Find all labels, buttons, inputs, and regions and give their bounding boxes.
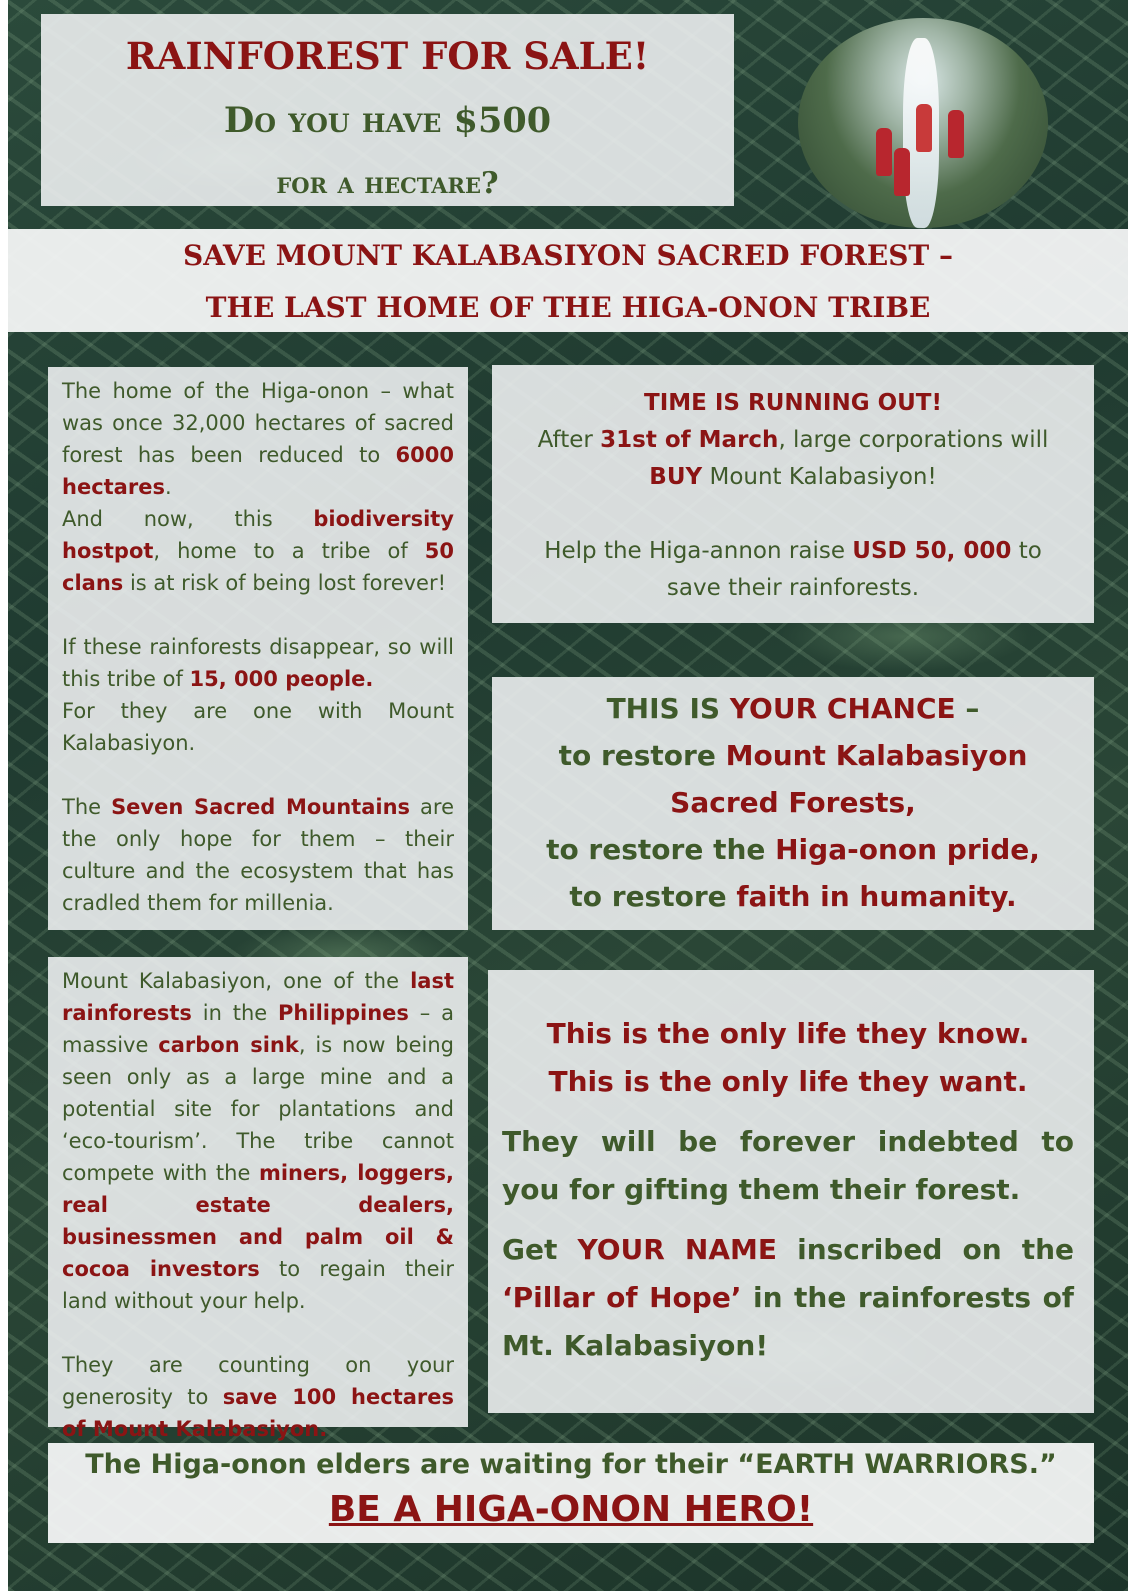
text: Help the Higa-annon raise (544, 538, 853, 564)
highlight: Sacred Forests, (670, 786, 916, 819)
text: Get (502, 1233, 578, 1266)
text: – (955, 692, 980, 725)
text: After (537, 427, 601, 453)
info-box-left-1 (48, 367, 468, 930)
highlight: YOUR NAME (577, 1233, 778, 1266)
paragraph (62, 965, 454, 1317)
text: inscribed on the (777, 1233, 1075, 1266)
highlight: carbon sink (158, 1033, 299, 1057)
text: , is now being seen only as a large mine and a potential site for plantations and ‘eco-tourism’. The tribe cannot compete with the (62, 1033, 454, 1185)
highlight: biodiversity hostpot (62, 507, 454, 563)
text: Mount Kalabasiyon, one of the (62, 969, 411, 993)
person-figure (916, 104, 932, 152)
highlight: YOUR CHANCE (729, 692, 956, 725)
text: to regain their land without your help. (62, 1257, 454, 1313)
person-figure (876, 128, 892, 176)
text: The home of the Higa-onon – what was once 32,000 hectares of sacred forest has been reduced to (62, 379, 454, 467)
highlight: Higa-onon pride, (775, 833, 1040, 866)
call-to-action: BE A HIGA-ONON HERO! (328, 1489, 814, 1530)
text-line (492, 685, 1094, 732)
text-line: save their rainforests. (666, 575, 920, 601)
appeal-box (488, 970, 1094, 1413)
subtitle-question-2: for a hectare? (276, 166, 499, 201)
deadline-box (492, 365, 1094, 623)
paragraph (502, 1226, 1074, 1370)
highlight: 15, 000 people. (189, 667, 374, 691)
text: And now, this (62, 507, 314, 531)
footer-line: The Higa-onon elders are waiting for their “EARTH WARRIORS.” (85, 1449, 1057, 1480)
footer-box (48, 1443, 1094, 1543)
paragraph (62, 631, 454, 695)
text-line: This is the only life they want. (548, 1065, 1028, 1098)
highlight: 31st of March (600, 427, 779, 453)
paragraph (62, 1349, 454, 1445)
text: . (164, 475, 172, 499)
text: to restore the (546, 833, 776, 866)
paragraph: They will be forever indebted to you for gifting them their forest. (502, 1125, 1074, 1206)
text-line (492, 732, 1094, 779)
text: to (1011, 538, 1042, 564)
paragraph: For they are one with Mount Kalabasiyon. (62, 699, 454, 755)
text: Mount Kalabasiyon! (702, 464, 937, 490)
highlight: ‘Pillar of Hope’ (502, 1281, 742, 1314)
text: to restore (569, 880, 737, 913)
text-line (492, 533, 1094, 570)
text: in the (191, 1001, 279, 1025)
highlight: USD 50, 000 (852, 538, 1012, 564)
text-line (492, 422, 1094, 459)
highlight: BUY (649, 464, 703, 490)
waterfall-photo (798, 18, 1048, 228)
paragraph (62, 503, 454, 599)
text: If these rainforests disappear, so will this tribe of (62, 635, 454, 691)
text: The (62, 795, 112, 819)
person-figure (948, 110, 964, 158)
highlight: Seven Sacred Mountains (111, 795, 411, 819)
highlight: TIME IS RUNNING OUT! (644, 390, 942, 416)
text: THIS IS (606, 692, 730, 725)
text-line (492, 459, 1094, 496)
subtitle-line-2: THE LAST HOME OF THE HIGA-ONON TRIBE (205, 291, 931, 324)
text: They are counting on your generosity to (62, 1353, 454, 1409)
text: , large corporations will (778, 427, 1049, 453)
subtitle-question: Do you have $500 (223, 100, 552, 141)
info-box-left-2 (48, 957, 468, 1441)
highlight: 50 clans (62, 539, 454, 595)
highlight: Philippines (278, 1001, 409, 1025)
poster (8, 0, 1128, 1591)
subtitle-line-1: SAVE MOUNT KALABASIYON SACRED FOREST – (182, 239, 954, 272)
highlight: faith in humanity. (736, 880, 1017, 913)
text-line (492, 779, 1094, 826)
highlight: Mount Kalabasiyon (725, 739, 1028, 772)
highlight: 6000 hectares (62, 443, 454, 499)
paragraph (62, 791, 454, 919)
text: , home to a tribe of (153, 539, 425, 563)
text: to restore (558, 739, 726, 772)
person-figure (894, 148, 910, 196)
highlight: save 100 hectares of Mount Kalabasiyon. (62, 1385, 455, 1441)
paragraph (62, 375, 454, 503)
header-box (41, 14, 734, 206)
text-line (492, 873, 1094, 920)
subtitle-band (8, 229, 1128, 332)
text: in the rainforests of Mt. Kalabasiyon! (502, 1281, 1074, 1362)
chance-box (492, 677, 1094, 930)
text: are the only hope for them – their culture and the ecosystem that has cradled them for millenia. (62, 795, 455, 915)
main-title: RAINFOREST FOR SALE! (125, 34, 650, 78)
highlight: last rainforests (62, 969, 454, 1025)
text-line (492, 826, 1094, 873)
highlight: miners, loggers, real estate dealers, businessmen and palm oil & cocoa investors (62, 1161, 454, 1281)
text: – a massive (62, 1001, 454, 1057)
text-line: This is the only life they know. (546, 1017, 1030, 1050)
deadline-heading (492, 385, 1094, 422)
text: is at risk of being lost forever! (123, 571, 447, 595)
